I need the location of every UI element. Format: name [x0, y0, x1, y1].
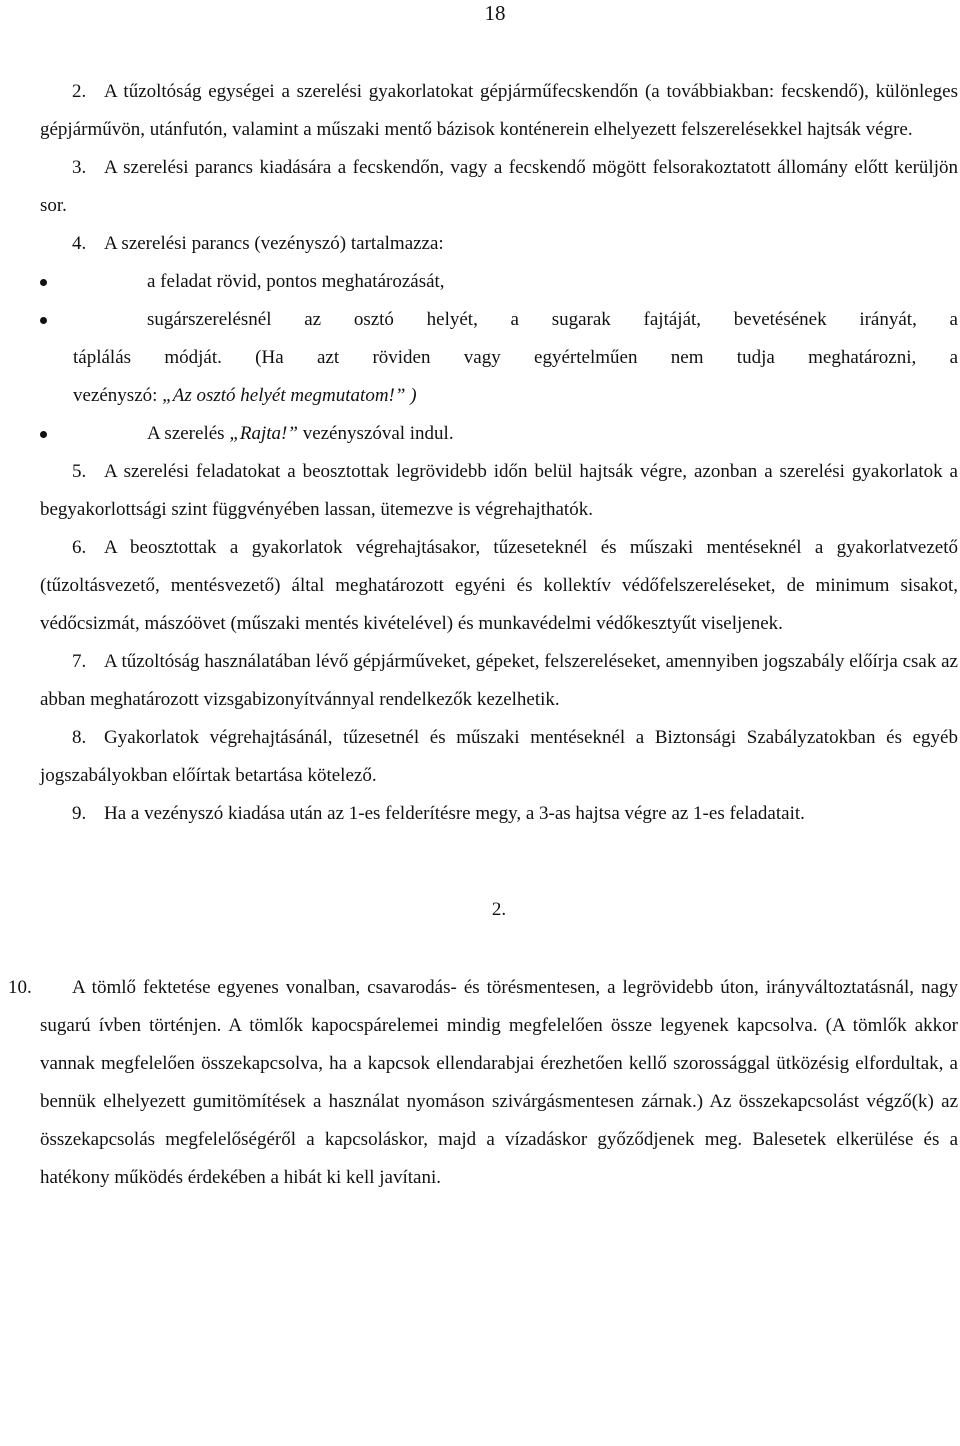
item-text: A tűzoltóság használatában lévő gépjárműveket, gépeket, felszereléseket, amennyiben jogszabály előírja csak az abban meghatározott vizsgabizonyítvánnyal rendelkezők kezelhetik. — [40, 651, 958, 710]
list-item — [40, 225, 958, 263]
list-item — [40, 529, 958, 643]
item-text: Gyakorlatok végrehajtásánál, tűzesetnél és műszaki mentéseknél a Biztonsági Szabályzatokban és egyéb jogszabályokban előírtak betartása kötelező. — [40, 727, 958, 786]
quoted-command: „Az osztó helyét megmutatom!” ) — [162, 385, 417, 406]
bullet-icon — [40, 279, 47, 286]
bullet-text: a feladat rövid, pontos meghatározását, — [147, 271, 445, 292]
list-item — [40, 149, 958, 225]
bullet-item — [40, 263, 958, 301]
item-number: 10. — [8, 977, 32, 998]
quoted-command: „Rajta!” — [229, 423, 298, 444]
item-number: 7. — [72, 651, 87, 672]
item-text: A tömlő fektetése egyenes vonalban, csavarodás- és törésmentesen, a legrövidebb úton, irányváltoztatásnál, nagy sugarú ívben történjen. A tömlők kapocspárelemei mindig megfelelően össze legyenek kapcsolva. (A tömlők akkor vannak megfelelően összekapcsolva, ha a kapcsok ellendarabjai érezhetően kellő szorossággal ütközésig elfordultak, a bennük elhelyezett gumitömítések a használat nyomáson szivárgásmentesen zárnak.) Az összekapcsolást végző(k) az összekapcsolás megfelelőségéről a kapcsoláskor, majd a vízadáskor győződjenek meg. Balesetek elkerülése és a hatékony működés érdekében a hibát ki kell javítani. — [40, 977, 958, 1188]
bullet-item — [40, 301, 958, 339]
document-body — [8, 73, 958, 1197]
page-number: 18 — [484, 1, 506, 25]
bullet-text: táplálás módját. (Ha azt röviden vagy egyértelműen nem tudja meghatározni, a — [73, 347, 958, 368]
item-number: 3. — [72, 157, 87, 178]
list-item — [40, 795, 958, 833]
list-item — [8, 969, 958, 1197]
list-item — [40, 643, 958, 719]
item-number: 8. — [72, 727, 87, 748]
bullet-continuation — [40, 377, 958, 415]
item-number: 9. — [72, 803, 87, 824]
item-number: 6. — [72, 537, 87, 558]
item-number: 2. — [72, 81, 87, 102]
list-item — [40, 73, 958, 149]
bullet-continuation — [40, 339, 958, 377]
list-item — [40, 453, 958, 529]
bullet-text: vezényszó: — [73, 385, 163, 406]
bullet-text: vezényszóval indul. — [297, 423, 454, 444]
item-text: Ha a vezényszó kiadása után az 1-es felderítésre megy, a 3-as hajtsa végre az 1-es feladatait. — [104, 803, 805, 824]
item-text: A tűzoltóság egységei a szerelési gyakorlatokat gépjárműfecskendőn (a továbbiakban: fecskendő), különleges gépjárművön, utánfutón, valamint a műszaki mentő bázisok konténerein elhelyezett felszerelésekkel hajtsák végre. — [40, 81, 958, 140]
section-number: 2. — [491, 899, 507, 920]
item-text: A szerelési parancs kiadására a fecskendőn, vagy a fecskendő mögött felsorakoztatott állomány előtt kerüljön sor. — [40, 157, 958, 216]
item-number: 4. — [72, 233, 87, 254]
bullet-icon — [40, 317, 47, 324]
item-text: A beosztottak a gyakorlatok végrehajtásakor, tűzeseteknél és műszaki mentéseknél a gyakorlatvezető (tűzoltásvezető, mentésvezető) által meghatározott egyéni és kollektív védőfelszereléseket, de minimum sisakot, védőcsizmát, mászóövet (műszaki mentés kivételével) és munkavédelmi védőkesztyűt viseljenek. — [40, 537, 958, 634]
item-text: A szerelési parancs (vezényszó) tartalmazza: — [104, 233, 444, 254]
bullet-item — [40, 415, 958, 453]
bullet-icon — [40, 431, 47, 438]
bullet-text: A szerelés — [147, 423, 230, 444]
list-item — [40, 719, 958, 795]
item-number: 5. — [72, 461, 87, 482]
item-text: A szerelési feladatokat a beosztottak legrövidebb időn belül hajtsák végre, azonban a szerelési gyakorlatok a begyakorlottsági szint függvényében lassan, ütemezve is végrehajthatók. — [40, 461, 958, 520]
bullet-text: sugárszerelésnél az osztó helyét, a sugarak fajtáját, bevetésének irányát, a — [147, 309, 958, 330]
